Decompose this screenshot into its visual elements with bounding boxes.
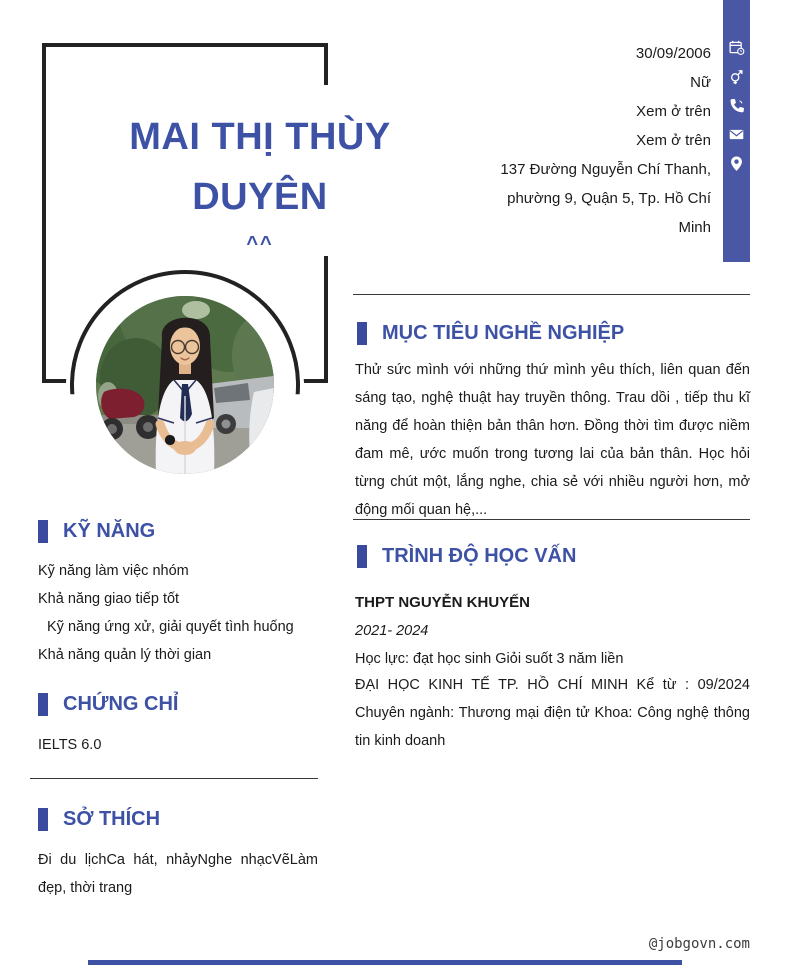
name-emoticon: ^^ [246,233,274,255]
section-header-hobbies [38,808,160,831]
section-header-education [357,545,576,568]
contact-icon-bar [723,0,750,262]
section-title-education: TRÌNH ĐỘ HỌC VẤN [382,545,577,567]
certificate-item: IELTS 6.0 [38,737,102,753]
skill-item: Khả năng giao tiếp tốt [38,591,180,607]
section-marker [357,545,367,568]
divider-line [353,294,750,295]
education-detail: Học lực: đạt học sinh Giỏi suốt 3 năm liền [355,651,624,667]
contact-gender: Nữ [690,74,711,91]
contact-phone: Xem ở trên [636,103,711,120]
contact-address: 137 Đường Nguyễn Chí Thanh, phường 9, Quận 5, Tp. Hồ Chí Minh [500,161,711,236]
contact-email: Xem ở trên [636,132,711,149]
section-header-skills [38,520,155,543]
objective-text: Thử sức mình với những thứ mình yêu thích, liên quan đến sáng tạo, nghệ thuật hay truyền thông. Trau dồi , tiếp thu kĩ năng để hoàn thiện bản thân hơn. Đồng thời tìm được niềm đam mê, ước muốn trong tương lai của bản thân. Học hỏi từng chút một, lắng nghe, chia sẻ với nhiều người hơn, mở động mối quan hệ,... [355,362,750,518]
gender-icon [728,62,745,91]
mail-icon [728,120,745,149]
calendar-icon [728,33,745,62]
name-block [90,85,430,256]
section-title-objective: MỤC TIÊU NGHỀ NGHIỆP [382,322,625,344]
contact-birthdate: 30/09/2006 [635,45,711,62]
education-university: ĐẠI HỌC KINH TẾ TP. HỒ CHÍ MINH Kể từ : 09/2024 Chuyên ngành: Thương mại điện tử Khoa: Công nghệ thông tin kinh doanh [355,677,750,749]
location-icon [728,149,745,178]
skill-item: Kỹ năng làm việc nhóm [38,563,189,579]
section-header-certificates [38,693,178,716]
section-marker [38,520,48,543]
bottom-accent-bar [88,960,682,965]
profile-photo [96,296,274,474]
section-title-certificates: CHỨNG CHỈ [63,693,179,715]
divider-line [30,778,318,779]
skill-item: Khả năng quản lý thời gian [38,647,212,663]
divider-line [353,519,750,520]
section-title-skills: KỸ NĂNG [63,520,156,542]
education-period: 2021- 2024 [355,623,429,639]
skills-list [38,557,328,669]
section-marker [38,808,48,831]
watermark: @jobgovn.com [648,936,750,952]
education-school: THPT NGUYỄN KHUYẾN [355,594,531,611]
skill-item: Kỹ năng ứng xử, giải quyết tình huống [47,619,294,635]
hobbies-text: Đi du lịchCa hát, nhảyNghe nhạcVẽLàm đẹp, thời trang [38,852,318,896]
section-marker [38,693,48,716]
section-title-hobbies: SỞ THÍCH [63,808,161,830]
phone-icon [728,91,745,120]
section-marker [357,322,367,345]
section-header-objective [357,322,624,345]
candidate-name: MAI THỊ THÙY DUYÊN [129,116,391,218]
contact-info [493,39,711,242]
